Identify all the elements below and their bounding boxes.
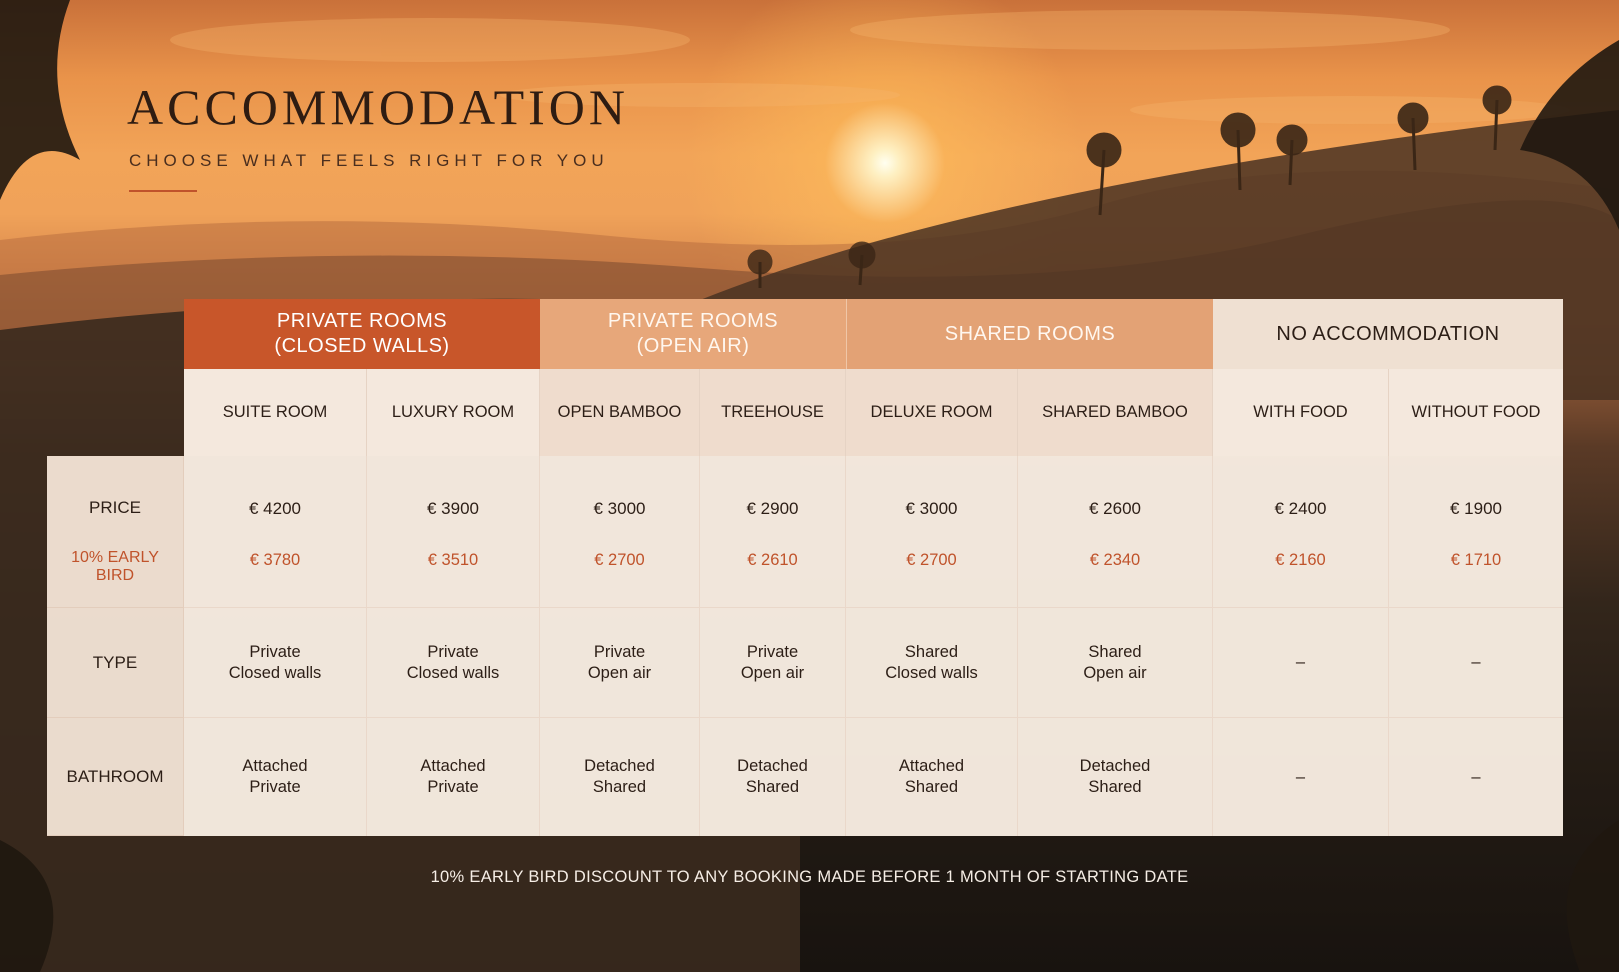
type-line: Private [746,642,799,661]
bathroom-line: Shared [904,778,959,796]
option-suite-room: SUITE ROOM [184,369,367,456]
bathroom-line: Detached [737,757,808,776]
early-bird-price: € 2160 [1275,551,1326,569]
type-line: Private [249,642,301,661]
bathroom-line: Shared [1088,778,1142,796]
option-shared-bamboo: SHARED BAMBOO [1018,369,1213,456]
type-cell [846,608,1018,718]
type-line: Closed walls [406,663,500,682]
type-line: Open air [587,663,652,682]
accommodation-table [47,299,1563,836]
bathroom-line: Attached [898,757,965,776]
type-cell [367,608,540,718]
price-cell [1213,456,1389,608]
bathroom-line: – [1295,767,1306,786]
type-line: Private [427,642,479,661]
option-deluxe-room: DELUXE ROOM [846,369,1018,456]
type-line: Shared [904,642,959,661]
option-open-bamboo: OPEN BAMBOO [540,369,700,456]
price-label: PRICE [89,498,141,517]
price-cell [540,456,700,608]
bathroom-line: Attached [242,757,308,776]
price-cell [1018,456,1213,608]
early-bird-price: € 2700 [594,551,645,569]
price-value: € 2400 [1274,499,1327,518]
bathroom-line: Attached [420,757,486,776]
type-line: – [1471,653,1481,672]
type-cell [1213,608,1389,718]
group-header-line: SHARED ROOMS [944,322,1116,345]
group-header-shared-rooms [846,299,1213,369]
group-header-no-accommodation [1213,299,1563,369]
option-without-food: WITHOUT FOOD [1389,369,1563,456]
group-header-private-open-air [540,299,846,369]
group-header-line: (OPEN AIR) [636,335,750,357]
page-subtitle: CHOOSE WHAT FEELS RIGHT FOR YOU [129,151,609,170]
price-cell [184,456,367,608]
price-cell [846,456,1018,608]
group-header-line: PRIVATE ROOMS [607,310,779,332]
bathroom-line: Detached [584,757,655,776]
early-bird-label: 10% EARLY BIRD [71,549,159,585]
early-bird-price: € 2700 [906,551,957,569]
price-cell [1389,456,1563,608]
price-value: € 3000 [593,499,646,518]
bathroom-cell [846,718,1018,836]
bathroom-cell [1213,718,1389,836]
bathroom-cell [540,718,700,836]
option-luxury-room: LUXURY ROOM [367,369,540,456]
group-header-line: PRIVATE ROOMS [276,310,448,332]
type-cell [700,608,846,718]
bathroom-line: Shared [745,778,800,796]
type-cell [184,608,367,718]
price-cell [700,456,846,608]
bathroom-cell [184,718,367,836]
price-value: € 2900 [746,499,799,518]
title-underline [129,190,197,192]
type-line: Open air [1083,663,1147,682]
price-value: € 1900 [1450,499,1502,518]
price-value: € 4200 [249,499,301,518]
bathroom-cell [1018,718,1213,836]
price-value: € 3900 [427,499,479,518]
group-header-line: NO ACCOMMODATION [1276,322,1500,345]
option-with-food: WITH FOOD [1213,369,1389,456]
price-value: € 3000 [905,499,958,518]
option-treehouse: TREEHOUSE [700,369,846,456]
bathroom-cell [367,718,540,836]
bathroom-line: Private [249,778,301,796]
early-bird-price: € 2610 [747,551,798,569]
bathroom-cell [1389,718,1563,836]
early-bird-price: € 3510 [427,551,479,569]
bathroom-line: – [1471,767,1481,786]
type-cell [1018,608,1213,718]
bathroom-cell [700,718,846,836]
type-cell [540,608,700,718]
price-value: € 2600 [1089,499,1141,518]
page-title: ACCOMMODATION [127,79,630,135]
early-bird-note: 10% EARLY BIRD DISCOUNT TO ANY BOOKING MADE BEFORE 1 MONTH OF STARTING DATE [430,868,1189,886]
group-header-line: (CLOSED WALLS) [274,335,450,357]
type-line: Open air [740,663,805,682]
early-bird-price: € 2340 [1089,551,1141,569]
type-line: – [1295,653,1306,672]
group-header-private-closed [184,299,540,369]
bathroom-line: Shared [592,778,647,796]
type-line: Closed walls [885,663,978,682]
price-cell [367,456,540,608]
early-bird-price: € 1710 [1450,551,1502,569]
row-label-type: TYPE [47,608,184,718]
row-label-price [47,456,184,608]
type-line: Private [593,642,646,661]
bathroom-line: Detached [1079,757,1151,776]
early-bird-price: € 3780 [249,551,301,569]
type-cell [1389,608,1563,718]
type-line: Shared [1088,642,1142,661]
bathroom-line: Private [427,778,479,796]
type-line: Closed walls [228,663,322,682]
row-label-bathroom: BATHROOM [47,718,184,836]
